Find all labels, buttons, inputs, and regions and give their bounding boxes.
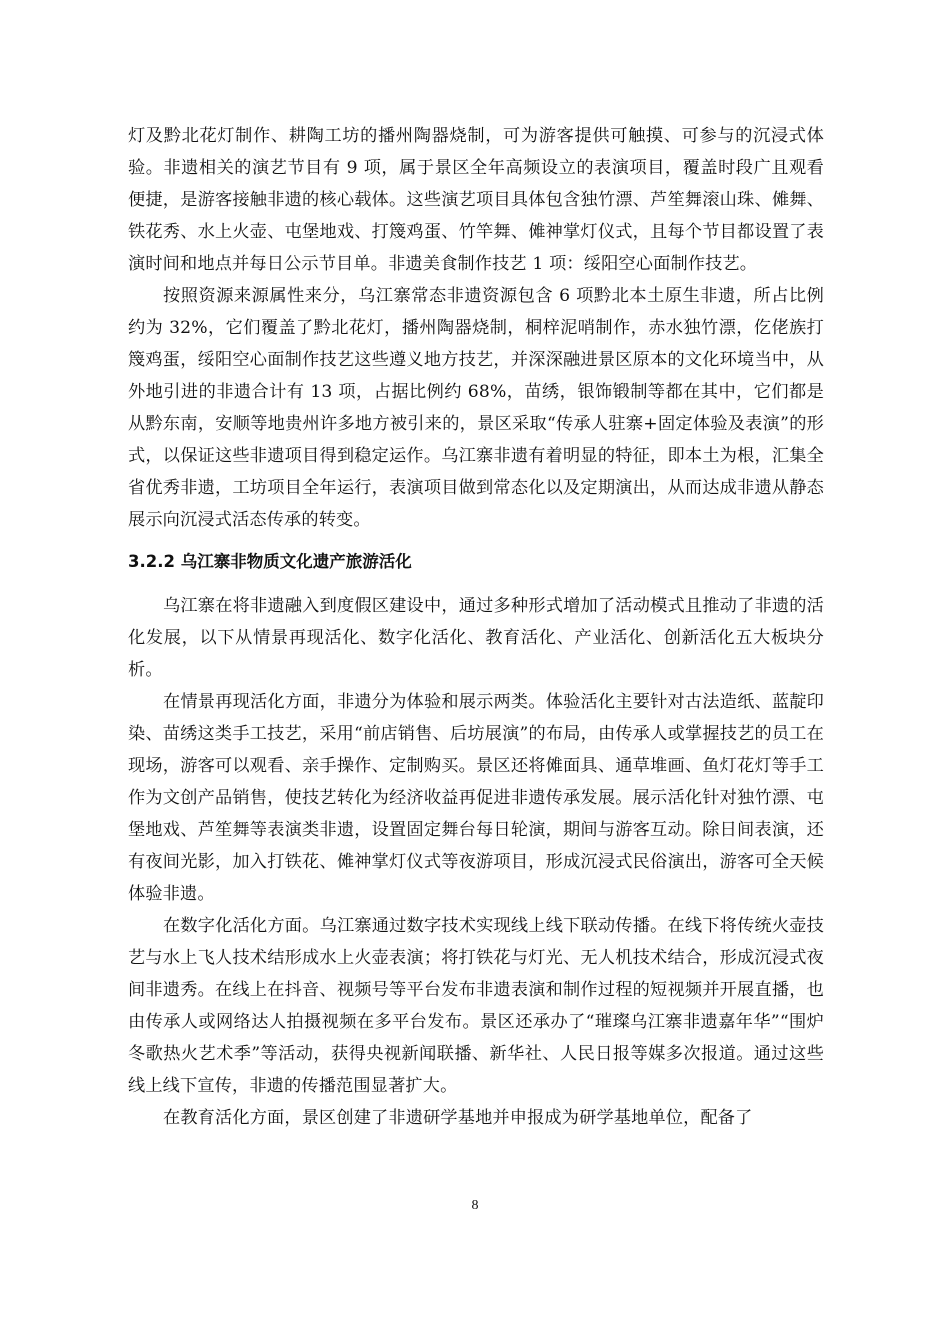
paragraph-intro: 乌江寨在将非遗融入到度假区建设中，通过多种形式增加了活动模式且推动了非遗的活化发展，以下从情景再现活化、数字化活化、教育活化、产业活化、创新活化五大板块分析。 xyxy=(128,596,824,680)
page-number: 8 xyxy=(471,1198,479,1213)
paragraph-resource-source: 按照资源来源属性来分，乌江寨常态非遗资源包含 6 项黔北本土原生非遗，所占比例约为 32%，它们覆盖了黔北花灯，播州陶器烧制，桐梓泥哨制作，赤水独竹漂，仡佬族打篾鸡蛋，绥阳空心面制作技艺这些遵义地方技艺，并深深融进景区原本的文化环境当中，从外地引进的非遗合计有 13 项，占据比例约 68%，苗绣，银饰锻制等都在其中，它们都是从黔东南，安顺等地贵州许多地方被引来的，景区采取“传承人驻寨+固定体验及表演”的形式，以保证这些非遗项目得到稳定运作。乌江寨非遗有着明显的特征，即本土为根，汇集全省优秀非遗，工坊项目全年运行，表演项目做到常态化以及定期演出，从而达成非遗从静态展示向沉浸式活态传承的转变。 xyxy=(128,286,824,530)
section-heading: 3.2.2 乌江寨非物质文化遗产旅游活化 xyxy=(128,552,412,571)
paragraph-digital-activation: 在数字化活化方面。乌江寨通过数字技术实现线上线下联动传播。在线下将传统火壶技艺与水上飞人技术结形成水上火壶表演；将打铁花与灯光、无人机技术结合，形成沉浸式夜间非遗秀。在线上在抖音、视频号等平台发布非遗表演和制作过程的短视频并开展直播，也由传承人或网络达人拍摄视频在多平台发布。景区还承办了“璀璨乌江寨非遗嘉年华”“围炉冬歌热火艺术季”等活动，获得央视新闻联播、新华社、人民日报等媒多次报道。通过这些线上线下宣传，非遗的传播范围显著扩大。 xyxy=(128,916,824,1096)
paragraph-scene-activation: 在情景再现活化方面，非遗分为体验和展示两类。体验活化主要针对古法造纸、蓝靛印染、苗绣这类手工技艺，采用“前店销售、后坊展演”的布局，由传承人或掌握技艺的员工在现场，游客可以观看、亲手操作、定制购买。景区还将傩面具、通草堆画、鱼灯花灯等手工作为文创产品销售，使技艺转化为经济收益再促进非遗传承发展。展示活化针对独竹漂、屯堡地戏、芦笙舞等表演类非遗，设置固定舞台每日轮演，期间与游客互动。除日间表演，还有夜间光影，加入打铁花、傩神掌灯仪式等夜游项目，形成沉浸式民俗演出，游客可全天候体验非遗。 xyxy=(128,692,824,904)
paragraph-continued: 灯及黔北花灯制作、耕陶工坊的播州陶器烧制，可为游客提供可触摸、可参与的沉浸式体验。非遗相关的演艺节目有 9 项，属于景区全年高频设立的表演项目，覆盖时段广且观看便捷，是游客接触非遗的核心载体。这些演艺项目具体包含独竹漂、芦笙舞滚山珠、傩舞、铁花秀、水上火壶、屯堡地戏、打篾鸡蛋、竹竿舞、傩神掌灯仪式，且每个节目都设置了表演时间和地点并每日公示节目单。非遗美食制作技艺 1 项：绥阳空心面制作技艺。 xyxy=(128,126,824,274)
paragraph-education-activation: 在教育活化方面，景区创建了非遗研学基地并申报成为研学基地单位，配备了 xyxy=(163,1108,753,1128)
page-body xyxy=(128,120,824,1134)
